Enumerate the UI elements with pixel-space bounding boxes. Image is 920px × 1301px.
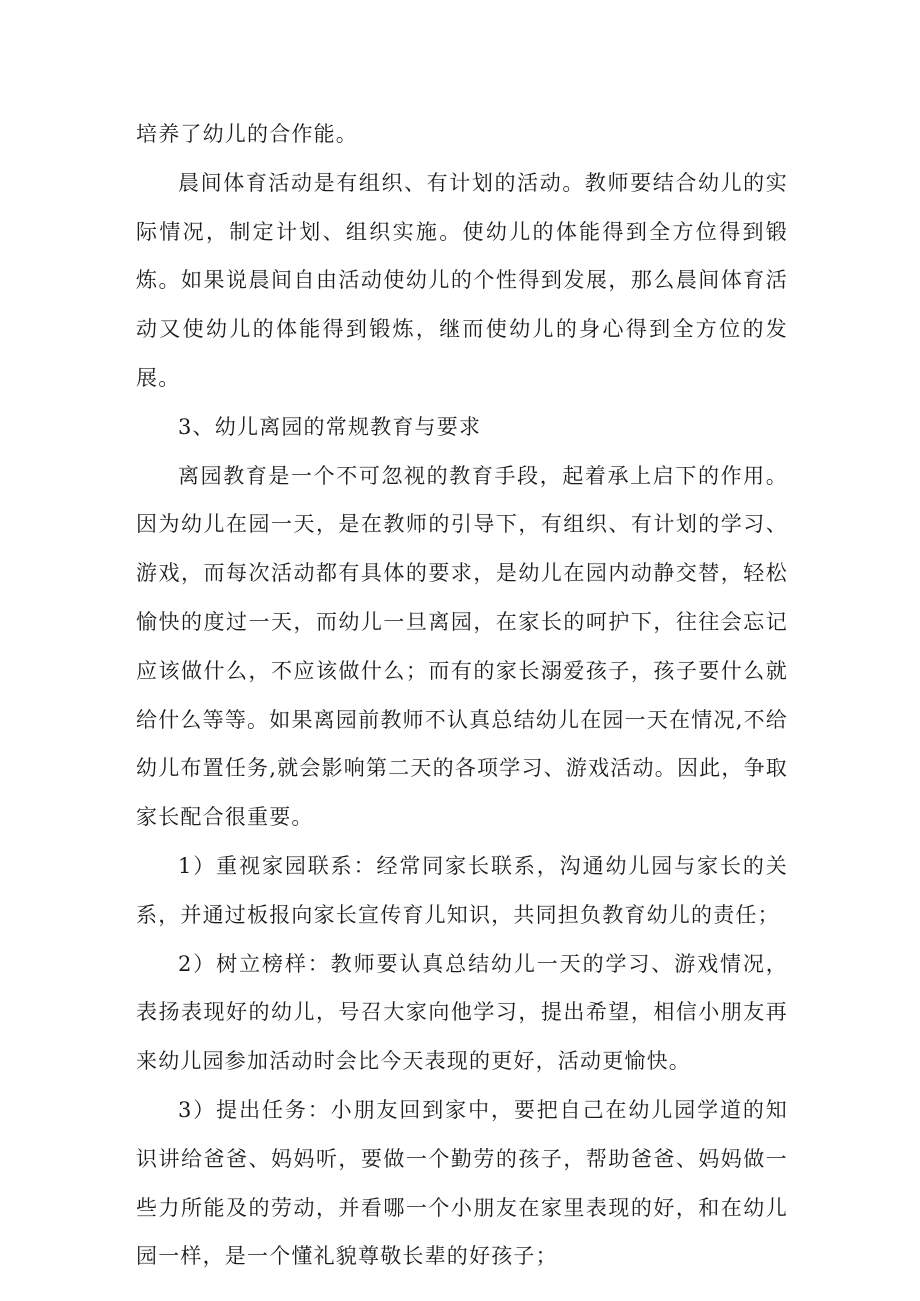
list-item-assign-task: 3）提出任务：小朋友回到家中，要把自己在幼儿园学道的知识讲给爸爸、妈妈听，要做一个勤劳的孩子，帮助爸爸、妈妈做一些力所能及的劳动，并看哪一个小朋友在家里表现的好，和在幼儿园一样，是一个懂礼貌尊敬长辈的好孩子； (136, 1097, 788, 1269)
document-body (136, 110, 788, 1281)
list-item-role-model: 2）树立榜样：教师要认真总结幼儿一天的学习、游戏情况，表扬表现好的幼儿，号召大家向他学习，提出希望，相信小朋友再来幼儿园参加活动时会比今天表现的更好，活动更愉快。 (136, 951, 788, 1074)
paragraph-continuation: 培养了幼儿的合作能。 (136, 122, 358, 146)
paragraph-morning-sports: 晨间体育活动是有组织、有计划的活动。教师要结合幼儿的实际情况，制定计划、组织实施。使幼儿的体能得到全方位得到锻炼。如果说晨间自由活动使幼儿的个性得到发展，那么晨间体育活动又使幼儿的体能得到锻炼，继而使幼儿的身心得到全方位的发展。 (136, 170, 788, 390)
paragraph-departure-education: 离园教育是一个不可忽视的教育手段，起着承上启下的作用。因为幼儿在园一天，是在教师的引导下，有组织、有计划的学习、游戏，而每次活动都有具体的要求，是幼儿在园内动静交替，轻松愉快的度过一天，而幼儿一旦离园，在家长的呵护下，往往会忘记应该做什么，不应该做什么；而有的家长溺爱孩子，孩子要什么就给什么等等。如果离园前教师不认真总结幼儿在园一天在情况,不给幼儿布置任务,就会影响第二天的各项学习、游戏活动。因此，争取家长配合很重要。 (136, 463, 788, 830)
section-heading-departure: 3、幼儿离园的常规教育与要求 (178, 414, 482, 439)
list-item-home-school-contact: 1）重视家园联系：经常同家长联系，沟通幼儿园与家长的关系，并通过板报向家长宣传育儿知识，共同担负教育幼儿的责任； (136, 853, 788, 927)
